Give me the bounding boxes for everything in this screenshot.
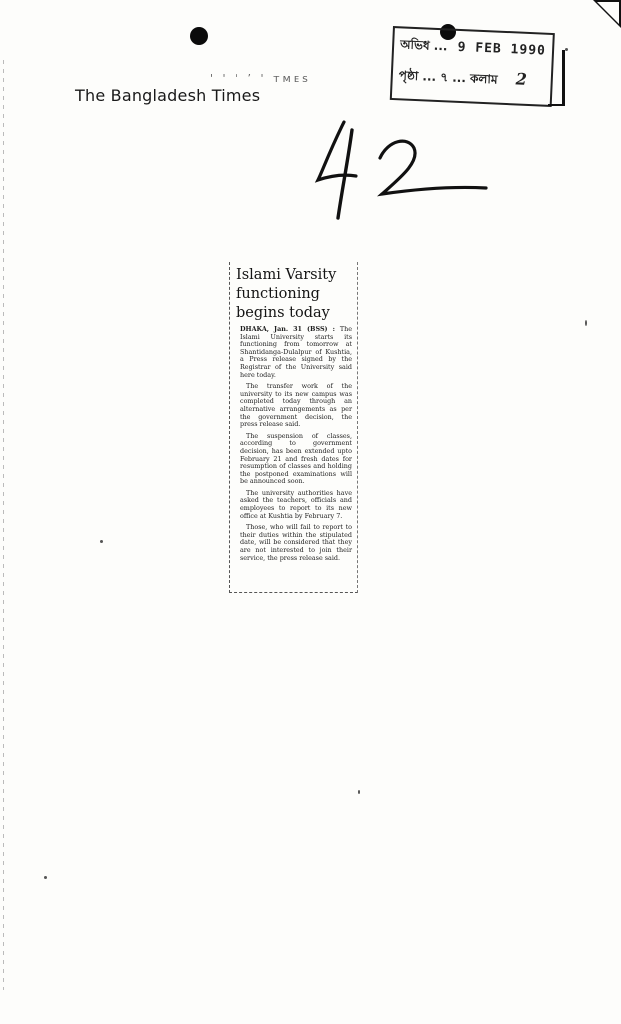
scan-speck [100,540,103,543]
article-paragraph: The university authorities have asked the teachers, officials and employees to report to its new office at Kushtia by February 7. [240,488,352,520]
scan-speck [565,48,568,51]
page-edge-mark [3,60,4,990]
article-paragraph-text: The Islami University starts its functioning from tomorrow at Shantidanga-Dulalpur of Kushtia, a Press release signed by the Registrar of the University said here today. [240,325,352,379]
punch-hole [190,27,208,45]
scan-speck [585,320,587,326]
clipping-body [240,326,352,566]
clipping-headline [236,266,348,323]
date-stamp [390,26,555,107]
stamp-page-label: পৃষ্ঠা ... ৭ ... কলাম [398,68,498,87]
headline-line: functioning [236,286,320,302]
stamp-date-row [400,36,547,62]
stamp-date-label: অভিধ ... [399,37,448,54]
stamp-page-value: 2 [515,69,528,89]
scan-speck [358,790,360,794]
headline-line: begins today [236,305,330,321]
headline-line: Islami Varsity [236,267,337,283]
masthead-ghost-text: ' ' ˈ ’ ' ᴛᴍᴇs [210,72,311,85]
article-paragraph: The transfer work of the university to its new campus was completed today through an alternative arrangements as per the government decision, the press release said. [240,382,352,429]
scan-speck [44,876,47,879]
handwritten-number-42 [300,110,500,230]
newspaper-masthead: The Bangladesh Times [75,86,261,105]
article-paragraph [240,326,352,379]
stamp-bracket-mark [548,50,565,106]
article-paragraph: The suspension of classes, according to government decision, has been extended upto February 21 and fresh dates for resumption of classes and holding the postponed examinations will be announced soon. [240,431,352,486]
page-corner-fold-inner [597,2,619,24]
stamp-date-value: 9 FEB 1990 [457,39,547,59]
article-dateline: DHAKA, Jan. 31 (BSS) : [240,325,335,333]
newspaper-clipping [229,262,358,593]
stamp-page-row [398,64,527,93]
article-paragraph: Those, who will fail to report to their duties within the stipulated date, will be considered that they are not interested to join their service, the press release said. [240,523,352,562]
